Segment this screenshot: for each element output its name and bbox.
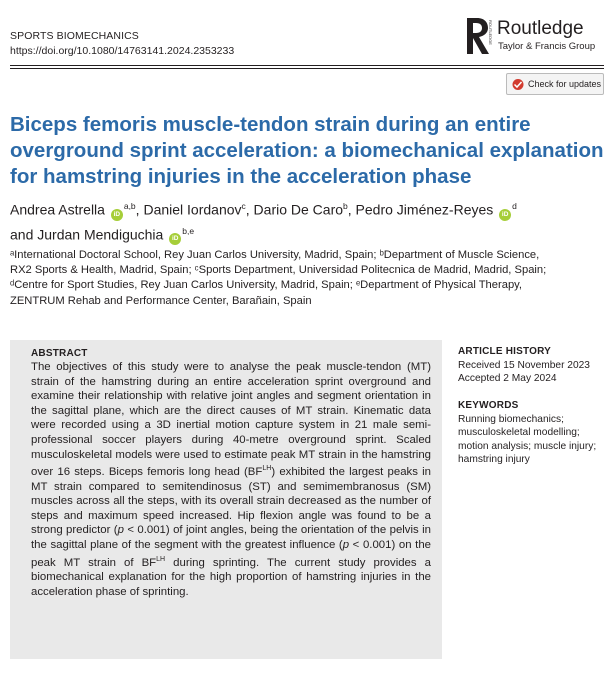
publisher-vertical-text: ROUTLEDGE: [488, 20, 493, 45]
check-for-updates-button[interactable]: [506, 73, 604, 95]
keywords-heading: KEYWORDS: [458, 400, 519, 411]
affiliation-line: ZENTRUM Rehab and Performance Center, Barañain, Spain: [10, 294, 312, 307]
affiliations: [10, 248, 610, 309]
publisher-subtitle: Taylor & Francis Group: [498, 41, 596, 52]
orcid-icon[interactable]: iD: [111, 209, 123, 221]
check-for-updates-label: Check for updates: [528, 79, 602, 89]
orcid-icon[interactable]: iD: [499, 209, 511, 221]
accepted-date: Accepted 2 May 2024: [458, 373, 557, 385]
publisher-logo[interactable]: [463, 16, 608, 60]
affiliation-line: ᵃInternational Doctoral School, Rey Juan Carlos University, Madrid, Spain; ᵇDepartment of Muscle Science,: [10, 249, 540, 261]
header-rule: [10, 65, 604, 66]
author-affil: b: [343, 201, 348, 211]
orcid-icon[interactable]: iD: [169, 233, 181, 245]
author-name[interactable]: Andrea Astrella: [10, 201, 105, 218]
title-line: overground sprint acceleration: a biomechanical explanation: [10, 139, 604, 162]
author-affil: b,e: [182, 225, 195, 236]
author-list: Andrea Astrella iD$^{a,b}$, Daniel Iordanov$^c$, Dario De Caro$^b$, Pedro Jiménez-Reyes $iD^d$ and Jurdan Mendiguchia iD$^{b,e}$: [10, 196, 610, 245]
abstract-text: The objectives of this study were to analyse the peak muscle-tendon (MT) strain of the hamstring during an entire acceleration sprint overground and examine their relationship with relative joint angles and segment orientation in the sagittal plane, which are the direct causes of MT strain. Kinematic data were recorded using a 3D inertial motion capture system in 21 male semi-professional soccer players during 40-metre overground sprint. Scaled musculoskeletal models were used to estimate peak MT strain in the hamstring over 16 steps. Biceps femoris long head $(BF^{LH})$ exhibited the largest peaks in MT strain compared to semitendinosus (ST) and semimembranosus (SM) muscles across all the steps, with its overall strain decreased as the number of steps and maximum speed increased. Hip flexion angle was found to be a strong predictor (p < 0.001) of joint angles, being the orientation of the pelvis in the sagittal plane of the segment with the greatest influence (p < 0.001) on the peak MT strain of $BF^{LH}$ during sprinting. The current study provides a biomechanical explanation for the high proportion of hamstring injuries in the acceleration phase of sprinting.: [31, 361, 431, 598]
journal-name: SPORTS BIOMECHANICS: [10, 30, 139, 42]
crossmark-icon: [512, 78, 524, 91]
author-and: and: [10, 226, 34, 243]
header-rule-2: [10, 68, 604, 69]
author-name[interactable]: Pedro Jiménez-Reyes: [355, 201, 494, 218]
doi-link[interactable]: https://doi.org/10.1080/14763141.2024.2353233: [10, 45, 235, 57]
affiliation-line: ᵈCentre for Sport Studies, Rey Juan Carlos University, Madrid, Spain; ᵉDepartment of Physical Therapy,: [10, 279, 523, 292]
title-line: Biceps femoris muscle-tendon strain during an entire: [10, 113, 531, 136]
author-affil: a,b: [123, 201, 136, 211]
author-name[interactable]: Jurdan Mendiguchia: [37, 226, 164, 243]
article-history: [458, 359, 608, 386]
abstract-heading: ABSTRACT: [31, 348, 88, 359]
received-date: Received 15 November 2023: [458, 360, 590, 371]
title-line: for hamstring injuries in the acceleration phase: [10, 165, 472, 188]
author-name[interactable]: Daniel Iordanov: [143, 201, 242, 218]
article-title: [10, 112, 610, 190]
keywords-text: Running biomechanics; musculoskeletal modelling; motion analysis; muscle injury; hamstring injury: [458, 414, 597, 466]
author-affil: d: [512, 201, 517, 211]
article-history-heading: ARTICLE HISTORY: [458, 346, 552, 357]
author-name[interactable]: Dario De Caro: [253, 201, 344, 218]
affiliation-line: RX2 Sports & Health, Madrid, Spain; ᶜSports Department, Universidad Politecnica de Madrid, Madrid, Spain;: [10, 264, 547, 277]
publisher-name: Routledge: [497, 18, 584, 39]
author-affil: c: [241, 201, 246, 211]
